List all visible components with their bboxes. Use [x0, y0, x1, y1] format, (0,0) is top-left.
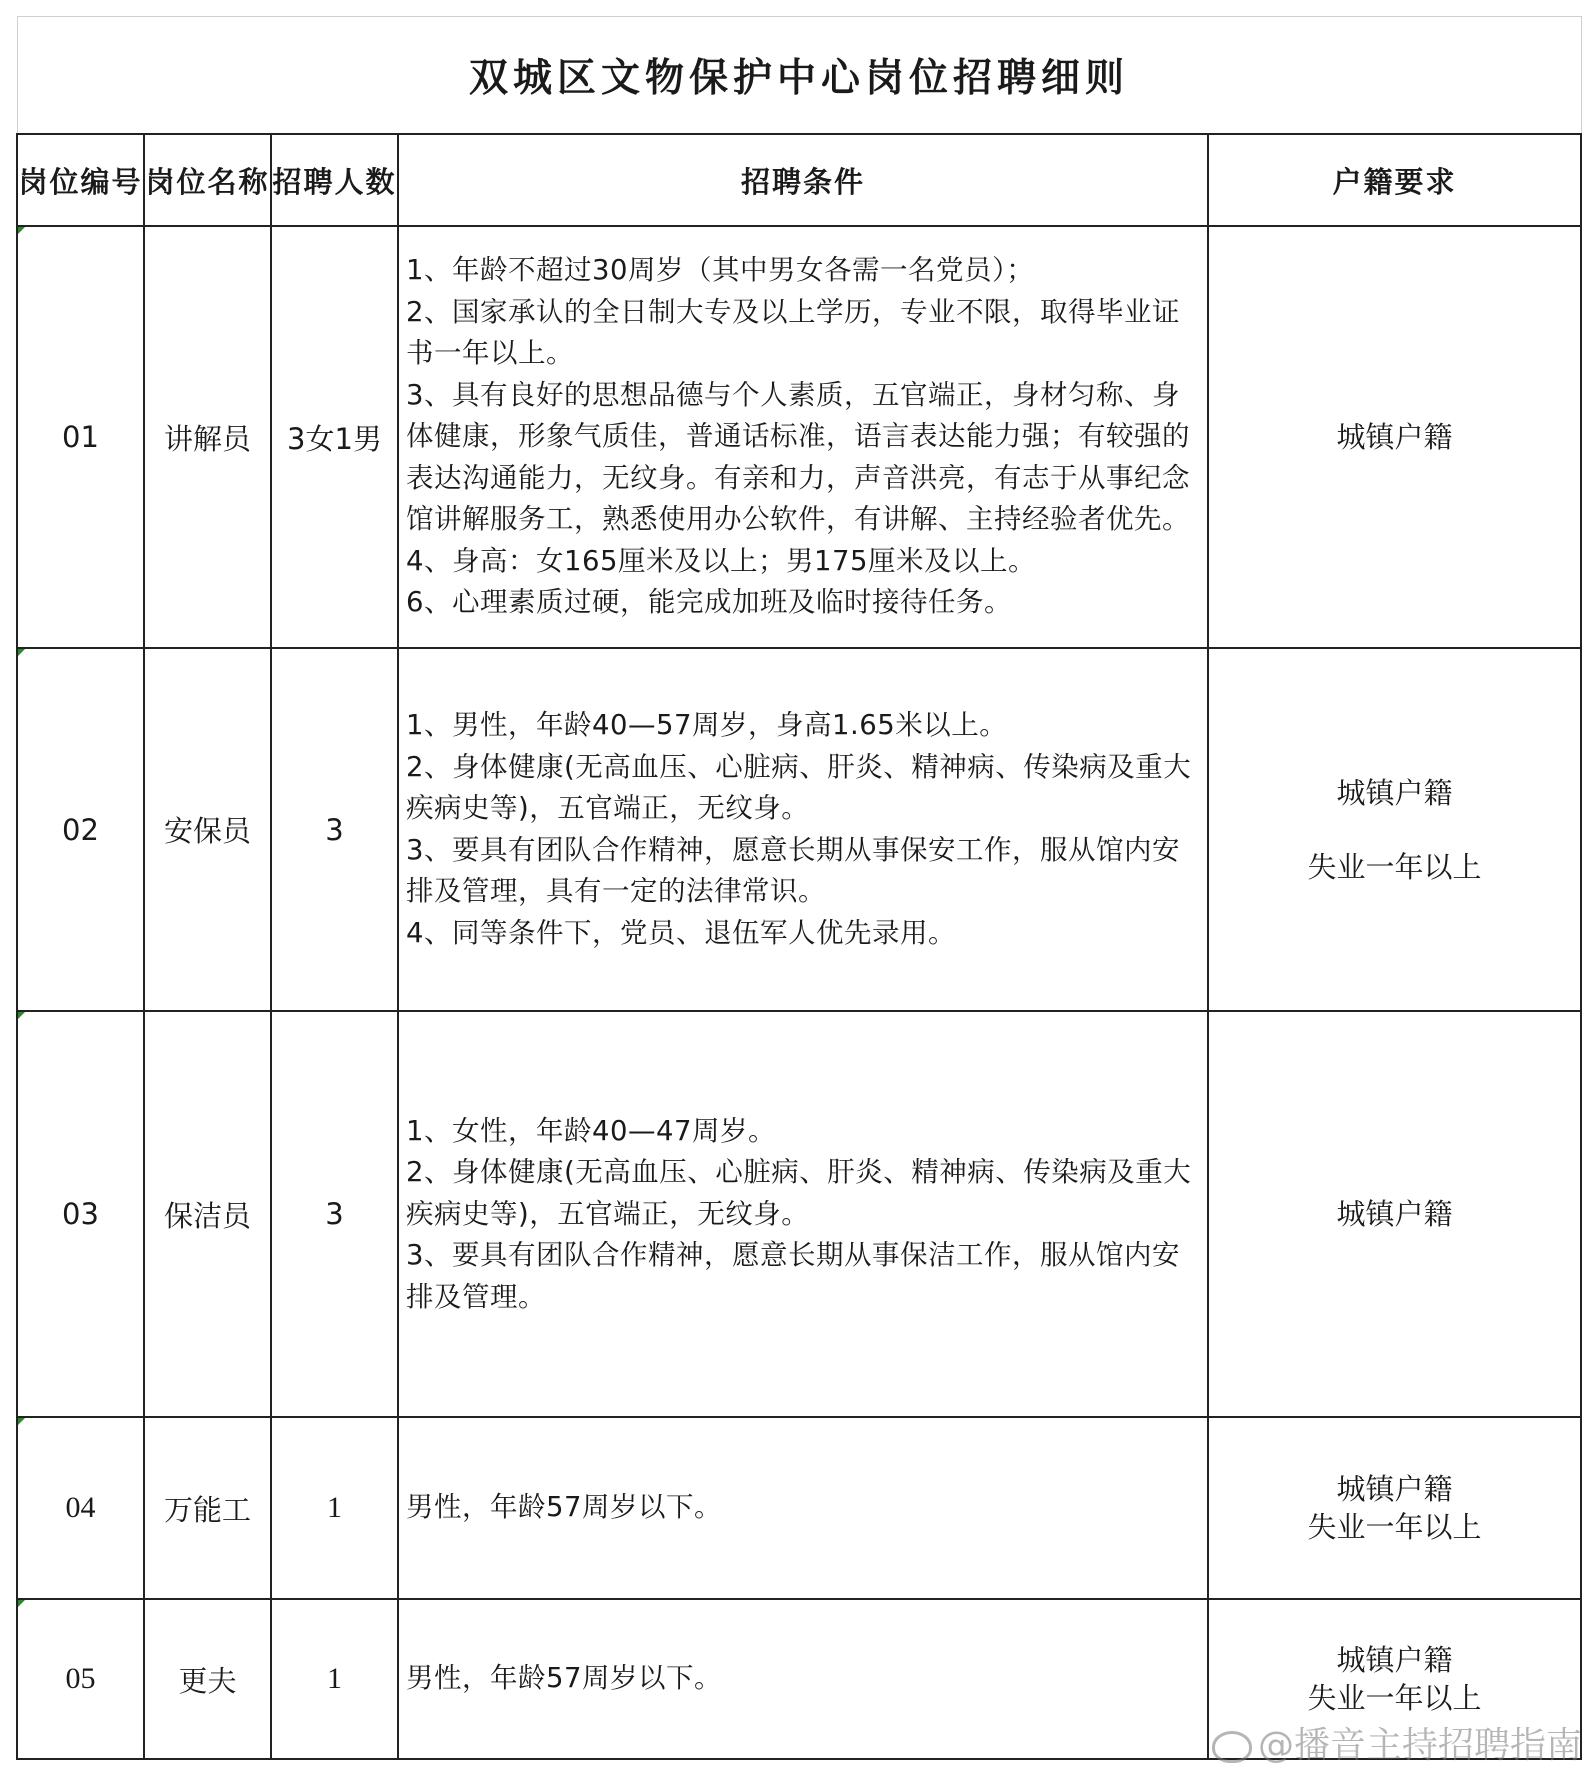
watermark [1212, 1717, 1582, 1768]
condition-line: 2、国家承认的全日制大专及以上学历，专业不限，取得毕业证 [406, 295, 1180, 328]
condition-line: 男性，年龄57周岁以下。 [406, 1491, 722, 1524]
condition-line: 4、身高：女165厘米及以上；男175厘米及以上。 [406, 544, 1036, 577]
position-code-text: 04 [65, 1491, 96, 1525]
cell-marker [18, 1600, 25, 1607]
position-count: 3女1男 [271, 226, 398, 648]
cell-marker [18, 227, 25, 234]
condition-line: 书一年以上。 [406, 337, 574, 370]
condition-line: 疾病史等)，五官端正，无纹身。 [406, 792, 810, 825]
page-title: 双城区文物保护中心岗位招聘细则 [17, 17, 1581, 135]
condition-line: 1、年龄不超过30周岁（其中男女各需一名党员）； [406, 254, 1035, 287]
condition-line: 3、要具有团队合作精神，愿意长期从事保安工作，服从馆内安 [406, 833, 1180, 866]
header-conditions: 招聘条件 [398, 134, 1208, 226]
position-name: 更夫 [144, 1599, 271, 1759]
header-code: 岗位编号 [17, 134, 144, 226]
position-conditions [398, 648, 1208, 1011]
position-code [17, 1011, 144, 1417]
condition-line: 2、身体健康(无高血压、心脏病、肝炎、精神病、传染病及重大 [406, 1156, 1192, 1188]
recruitment-sheet [16, 16, 1580, 1760]
position-code [17, 226, 144, 648]
position-code-text: 02 [62, 812, 99, 847]
header-count: 招聘人数 [271, 134, 398, 226]
hukou-line: 失业一年以上 [1307, 1681, 1482, 1716]
watermark-text: @播音主持招聘指南 [1257, 1725, 1582, 1766]
position-conditions [398, 1417, 1208, 1599]
position-hukou [1208, 226, 1581, 648]
condition-line: 体健康，形象气质佳，普通话标准，语言表达能力强；有较强的 [406, 420, 1190, 453]
condition-line: 2、身体健康(无高血压、心脏病、肝炎、精神病、传染病及重大 [406, 750, 1192, 783]
hukou-line: 城镇户籍 [1336, 1643, 1453, 1678]
condition-line: 6、心理素质过硬，能完成加班及临时接待任务。 [406, 586, 1012, 619]
table-row [17, 1011, 1581, 1417]
condition-line: 表达沟通能力，无纹身。有亲和力，声音洪亮，有志于从事纪念 [406, 461, 1190, 494]
recruitment-table [16, 16, 1582, 1760]
condition-line: 1、男性，年龄40—57周岁，身高1.65米以上。 [406, 709, 1008, 742]
position-code [17, 1417, 144, 1599]
position-name: 安保员 [144, 648, 271, 1011]
position-code-text: 05 [65, 1662, 96, 1696]
position-name: 保洁员 [144, 1011, 271, 1417]
position-count: 1 [271, 1417, 398, 1599]
condition-line: 4、同等条件下，党员、退伍军人优先录用。 [406, 916, 956, 949]
position-hukou [1208, 1417, 1581, 1599]
position-code [17, 1599, 144, 1759]
position-conditions [398, 1011, 1208, 1417]
hukou-line: 失业一年以上 [1307, 849, 1482, 884]
table-row [17, 1417, 1581, 1599]
position-conditions [398, 226, 1208, 648]
hukou-line: 城镇户籍 [1336, 420, 1453, 455]
position-count: 3 [271, 1011, 398, 1417]
condition-line: 馆讲解服务工，熟悉使用办公软件，有讲解、主持经验者优先。 [406, 503, 1190, 536]
condition-line: 3、具有良好的思想品德与个人素质，五官端正，身材匀称、身 [406, 378, 1180, 411]
position-hukou [1208, 1011, 1581, 1417]
cell-marker [18, 1418, 25, 1425]
hukou-line: 城镇户籍 [1336, 775, 1453, 810]
position-code-text: 03 [62, 1197, 99, 1232]
table-row [17, 226, 1581, 648]
header-name: 岗位名称 [144, 134, 271, 226]
position-hukou [1208, 648, 1581, 1011]
condition-line: 男性，年龄57周岁以下。 [406, 1662, 722, 1695]
position-name: 讲解员 [144, 226, 271, 648]
position-name: 万能工 [144, 1417, 271, 1599]
condition-line: 3、要具有团队合作精神，愿意长期从事保洁工作，服从馆内安 [406, 1239, 1180, 1271]
cell-marker [18, 1012, 25, 1019]
position-code-text: 01 [62, 420, 99, 455]
cell-marker [18, 649, 25, 656]
position-code [17, 648, 144, 1011]
position-conditions [398, 1599, 1208, 1759]
condition-line: 排及管理，具有一定的法律常识。 [406, 875, 826, 908]
condition-line: 排及管理。 [406, 1280, 546, 1313]
condition-line: 1、女性，年龄40—47周岁。 [406, 1114, 776, 1147]
condition-line: 疾病史等)，五官端正，无纹身。 [406, 1197, 810, 1230]
position-count: 3 [271, 648, 398, 1011]
header-hukou: 户籍要求 [1208, 134, 1581, 226]
hukou-line: 城镇户籍 [1336, 1472, 1453, 1507]
hukou-line: 城镇户籍 [1336, 1197, 1453, 1232]
weibo-icon [1212, 1731, 1252, 1763]
hukou-line: 失业一年以上 [1307, 1510, 1482, 1545]
position-count: 1 [271, 1599, 398, 1759]
table-row [17, 648, 1581, 1011]
